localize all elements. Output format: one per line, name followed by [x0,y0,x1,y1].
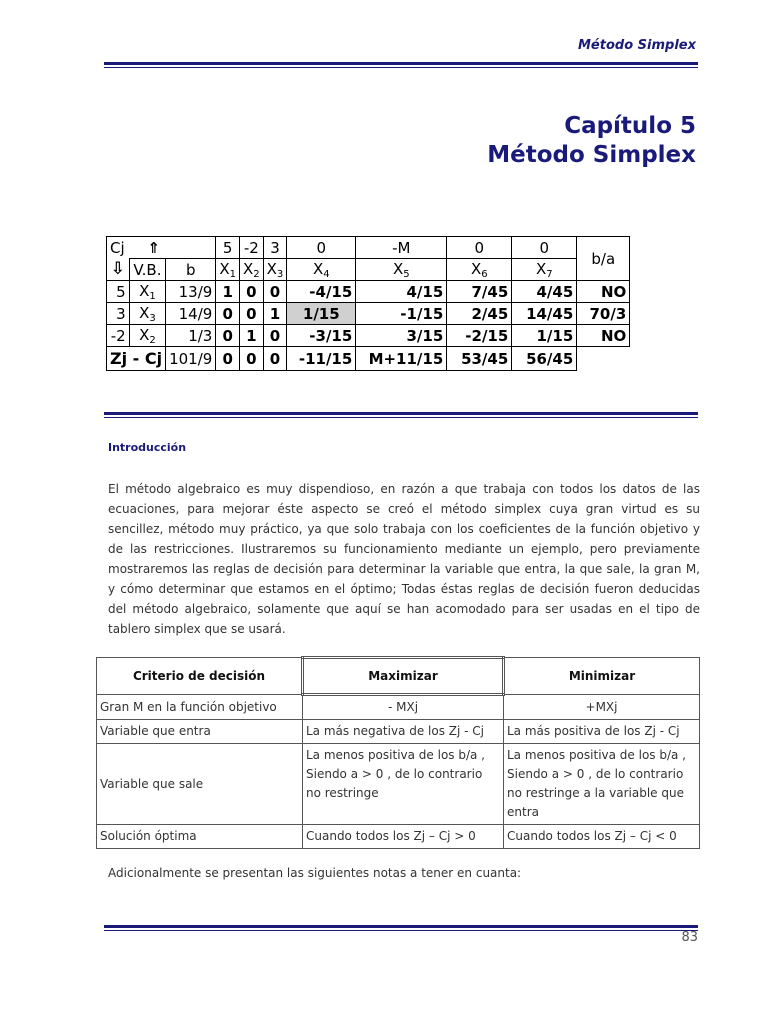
chapter-title [487,112,696,170]
footer-rule-thin [104,930,698,931]
table-row: -2 $X_2$ 1/3 0 1 0 -3/15 3/15 -2/15 1/15 NO [107,325,630,347]
section-heading: Introducción [108,441,187,454]
var-header: $X_3$ [263,259,287,281]
vb-header: V.B. [129,259,165,281]
header-rule-thin [104,67,698,68]
pivot-cell: 1/15 [287,303,356,325]
criteria-header: Criterio de decisión [97,658,303,695]
up-arrow-icon: ⇑ [147,238,161,257]
page-number: 83 [681,930,698,945]
zj-row: Zj - Cj 101/9 0 0 0 -11/15 M+11/15 53/45 56/45 [107,347,630,371]
zj-label: Zj - Cj [107,347,166,371]
minimize-header: Minimizar [504,658,700,695]
table-row: Gran M en la función objetivo - MXj +MXj [97,695,700,720]
table-row: Solución óptima Cuando todos los Zj – Cj > 0 Cuando todos los Zj – Cj < 0 [97,825,700,849]
cj-value: 3 [263,237,287,259]
down-arrow-icon: ⇩ [107,259,130,281]
table-row: Variable que entra La más negativa de los Zj - Cj La más positiva de los Zj - Cj [97,720,700,744]
b-header: b [166,259,216,281]
chapter-number: Capítulo 5 [564,113,696,139]
table-row: Variable que sale La menos positiva de los b/a , Siendo a > 0 , de lo contrario no restringe La menos positiva de los b/a , Siendo a > 0 , de lo contrario no restringe a la variable que entra [97,744,700,825]
chapter-subject: Método Simplex [487,142,696,168]
cj-value: 0 [512,237,577,259]
cj-value: -M [356,237,447,259]
cj-header-cell [107,237,216,259]
section-rule-thin [104,417,698,418]
simplex-tableau [106,236,630,371]
cj-value: -2 [239,237,263,259]
table-row: 5 $X_1$ 13/9 1 0 0 -4/15 4/15 7/45 4/45 NO [107,281,630,303]
header-rule [104,62,698,65]
maximize-header: Maximizar [303,658,504,695]
footer-rule [104,925,698,928]
var-header: $X_6$ [447,259,512,281]
intro-paragraph: El método algebraico es muy dispendioso, en razón a que trabaja con todos los datos de las ecuaciones, para mejorar éste aspecto se creó el método simplex cuya gran virtud es su sencillez, método muy práctico, ya que solo trabaja con los coeficientes de la función objetivo y de las restricciones. Ilustraremos su funcionamiento mediante un ejemplo, pero previamente mostraremos las reglas de decisión para determinar la variable que entra, la que sale, la gran M, y cómo determinar que estamos en el óptimo; Todas éstas reglas de decisión fueron deducidas del método algebraico, solamente que aquí se han acomodado para ser usadas en el tipo de tablero simplex que se usará. [108,482,700,636]
var-header: $X_2$ [239,259,263,281]
var-header: $X_1$ [216,259,240,281]
var-header: $X_7$ [512,259,577,281]
cj-value: 5 [216,237,240,259]
ba-header: b/a [577,237,630,281]
var-header: $X_4$ [287,259,356,281]
decision-criteria-table [96,656,700,849]
cj-value: 0 [287,237,356,259]
section-rule [104,412,698,415]
table-row: 3 $X_3$ 14/9 0 0 1 1/15 -1/15 2/45 14/45 70/3 [107,303,630,325]
running-header: Método Simplex [578,38,696,53]
var-header: $X_5$ [356,259,447,281]
cj-value: 0 [447,237,512,259]
cj-label: Cj [110,238,125,257]
note-text: Adicionalmente se presentan las siguientes notas a tener en cuanta: [108,866,522,880]
